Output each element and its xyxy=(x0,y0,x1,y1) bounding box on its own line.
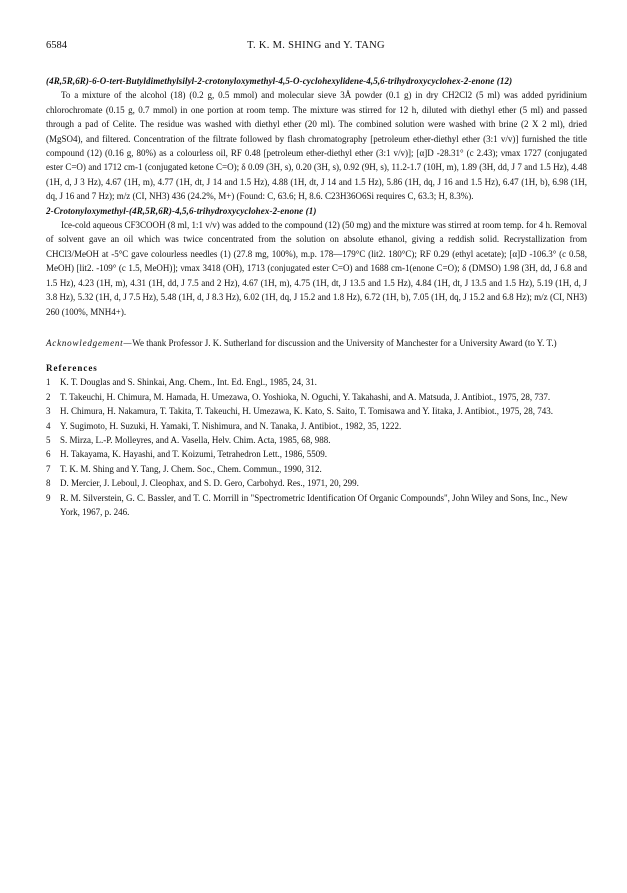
reference-list xyxy=(46,375,587,519)
reference-text: H. Takayama, K. Hayashi, and T. Koizumi, Tetrahedron Lett., 1986, 5509. xyxy=(60,449,328,460)
reference-number: 2 xyxy=(46,391,51,402)
acknowledgement-label: Acknowledgement— xyxy=(46,337,133,348)
reference-number: 3 xyxy=(46,406,51,417)
compound-12-procedure: To a mixture of the alcohol (18) (0.2 g, 0.5 mmol) and molecular sieve 3Å powder (0.1 g) in dry CH2Cl2 (5 ml) was added pyridinium chlorochromate (0.15 g, 0.7 mmol) in one portion at room temp. The mixture was stirred for 12 h, diluted with diethyl ether (5 ml) and passed through a pad of Celite. The residue was washed with diethyl ether (20 ml). The combined solution were washed with brine (2 X 2 ml), dried (MgSO4), and filtered. Concentration of the filtrate followed by flash chromatography [petroleum ether-diethyl ether (3:1 v/v)] furnished the title compound (12) (0.16 g, 80%) as a colourless oil, RF 0.48 [petroleum ether-diethyl ether (3:1 v/v)]; [α]D -28.31° (c 2.43); νmax 1727 (conjugated ester C=O) and 1712 cm-1 (conjugated ketone C=O); δ 0.09 (3H, s), 0.20 (3H, s), 0.92 (9H, s), 11.2-1.7 (10H, m), 1.89 (3H, dd, J 7 and 1.5 Hz), 4.48 (1H, d, J 3 Hz), 4.67 (1H, m), 4.77 (1H, dt, J 14 and 1.5 Hz), 4.88 (1H, dt, J 14 and 1.5 Hz), 5.86 (1H, dq, J 16 and 1.5 Hz), 6.47 (1H, b), 6.98 (1H, dq, J 16 and 7 Hz); m/z (CI, NH3) 436 (24.2%, M+) (Found: C, 63.6; H, 8.6. C23H36O6Si requires C, 63.3; H, 8.3%). xyxy=(46,90,587,202)
page-header xyxy=(46,40,586,54)
reference-item xyxy=(46,419,587,433)
reference-number: 1 xyxy=(46,377,51,388)
acknowledgement xyxy=(46,333,587,353)
acknowledgement-text: We thank Professor J. K. Sutherland for discussion and the University of Manchester for a University Award (to Y. T.) xyxy=(132,337,557,348)
section-spacer xyxy=(46,319,587,333)
running-title: T. K. M. SHING and Y. TANG xyxy=(247,40,385,51)
reference-item xyxy=(46,462,587,476)
compound-12-heading: (4R,5R,6R)-6-O-tert-Butyldimethylsilyl-2-crotonyloxymethyl-4,5-O-cyclohexylidene-4,5,6-trihydroxycyclohex-2-enone (12) xyxy=(46,76,513,86)
compound-1-procedure: Ice-cold aqueous CF3COOH (8 ml, 1:1 v/v) was added to the compound (12) (50 mg) and the mixture was stirred at room temp. for 4 h. Removal of solvent gave an oil which was twice concentrated from the solution on absolute ethanol, giving a reddish solid. Recrystallization from CHCl3/MeOH at -5°C gave colourless needles (1) (27.8 mg, 100%), m.p. 178—179°C (lit2. 180°C); RF 0.29 (ethyl acetate); [α]D -106.3° (c 0.58, MeOH) [lit2. -109° (c 1.5, MeOH)]; νmax 3418 (OH), 1713 (conjugated ester C=O) and 1688 cm-1(enone C=O); δ (DMSO) 1.98 (3H, dd, J 6.8 and 1.5 Hz), 4.23 (1H, m), 4.31 (1H, dd, J 7.5 and 2 Hz), 4.67 (1H, m), 4.75 (1H, dt, J 13.5 and 1.5 Hz), 4.84 (1H, dt, J 13.5 and 1.5 Hz), 5.19 (1H, d, J 3.8 Hz), 5.32 (1H, d, J 7.5 Hz), 5.48 (1H, d, J 8.3 Hz), 6.02 (1H, dq, J 15.2 and 1.8 Hz), 6.72 (1H, b), 7.05 (1H, dq, J 15.2 and 6.8 Hz); m/z (CI, NH3) 260 (100%, MNH4+). xyxy=(46,220,587,317)
reference-number: 9 xyxy=(46,492,51,503)
reference-number: 5 xyxy=(46,434,51,445)
reference-number: 8 xyxy=(46,478,51,489)
reference-item xyxy=(46,433,587,447)
reference-text: S. Mirza, L.-P. Molleyres, and A. Vasella, Helv. Chim. Acta, 1985, 68, 988. xyxy=(60,434,331,445)
reference-item xyxy=(46,390,587,404)
reference-item xyxy=(46,404,587,418)
section-spacer xyxy=(46,353,587,361)
reference-number: 7 xyxy=(46,463,51,474)
reference-item xyxy=(46,447,587,461)
reference-number: 6 xyxy=(46,449,51,460)
reference-text: T. K. M. Shing and Y. Tang, J. Chem. Soc., Chem. Commun., 1990, 312. xyxy=(60,463,322,474)
reference-text: D. Mercier, J. Leboul, J. Cleophax, and S. D. Gero, Carbohyd. Res., 1971, 20, 299. xyxy=(60,478,359,489)
reference-text: H. Chimura, H. Nakamura, T. Takita, T. Takeuchi, H. Umezawa, K. Kato, S. Saito, T. Tomisawa and Y. Iitaka, J. Antibiot., 1975, 28, 743. xyxy=(60,406,554,417)
reference-text: T. Takeuchi, H. Chimura, M. Hamada, H. Umezawa, O. Yoshioka, N. Oguchi, Y. Takahashi, and A. Matsuda, J. Antibiot., 1975, 28, 737. xyxy=(60,391,551,402)
reference-item xyxy=(46,476,587,490)
reference-item xyxy=(46,491,587,520)
reference-text: K. T. Douglas and S. Shinkai, Ang. Chem., Int. Ed. Engl., 1985, 24, 31. xyxy=(60,377,317,388)
compound-1-heading: 2-Crotonyloxymethyl-(4R,5R,6R)-4,5,6-trihydroxycyclohex-2-enone (1) xyxy=(46,205,317,216)
reference-item xyxy=(46,375,587,389)
article-body xyxy=(46,74,587,519)
references-heading: References xyxy=(46,362,98,373)
page-number: 6584 xyxy=(46,40,67,51)
reference-number: 4 xyxy=(46,420,51,431)
reference-text: R. M. Silverstein, G. C. Bassler, and T. C. Morrill in "Spectrometric Identification Of Organic Compounds", John Wiley and Sons, Inc., New York, 1967, p. 246. xyxy=(60,492,568,517)
reference-text: Y. Sugimoto, H. Suzuki, H. Yamaki, T. Nishimura, and N. Tanaka, J. Antibiot., 1982, 35, 1222. xyxy=(60,420,402,431)
